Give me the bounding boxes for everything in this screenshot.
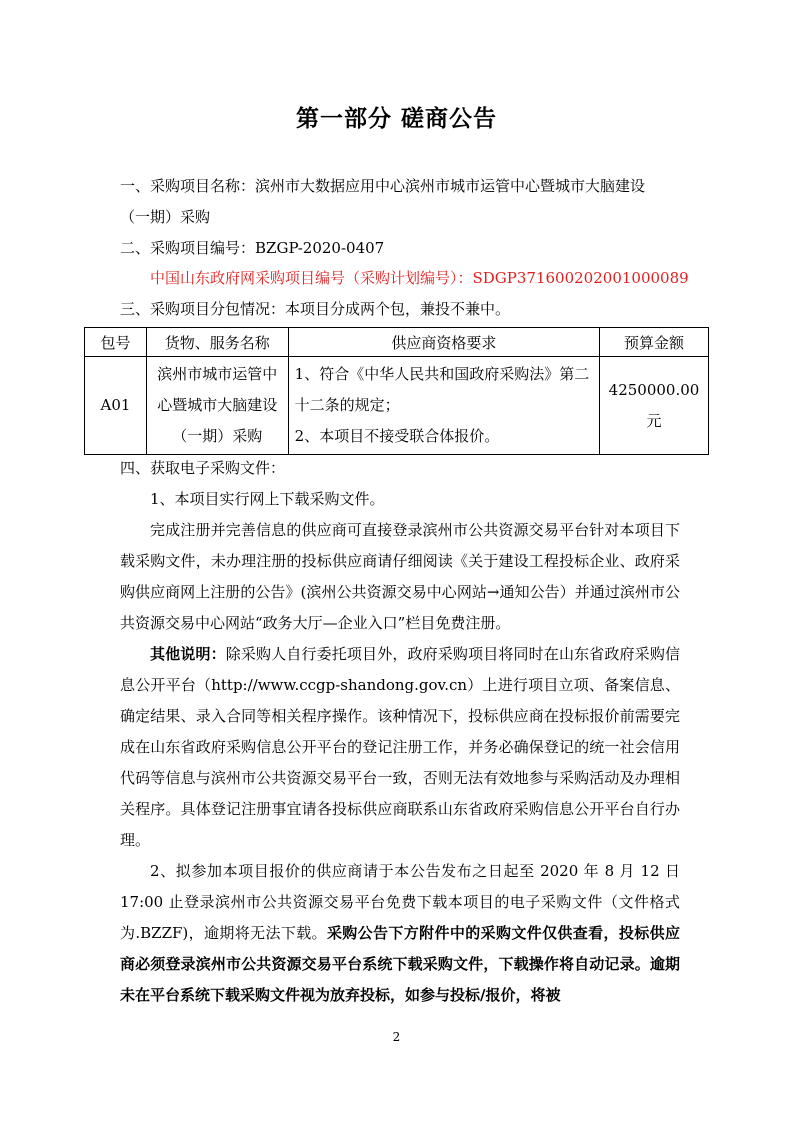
other-notes-text: 除采购人自行委托项目外，政府采购项目将同时在山东省政府采购信息公开平台（http://www.ccgp-shandong.gov.cn）上进行项目立项、备案信息、确定结果、录入合同等相关程序操作。该种情况下，投标供应商在投标报价前需要完成在山东省政府采购信息公开平台的登记注册工作，并务必确保登记的统一社会信用代码等信息与滨州市公共资源交易平台一致，否则无法有效地参与采购活动及办理相关程序。具体登记注册事宜请各投标供应商联系山东省政府采购信息公开平台自行办理。 [120, 645, 680, 849]
download-deadline-paragraph [120, 856, 680, 1011]
project-name-value: 滨州市大数据应用中心滨州市城市运管中心暨城市大脑建设 [255, 177, 646, 195]
project-name-continued: （一期）采购 [120, 208, 211, 226]
table-header-row [85, 328, 709, 357]
header-goods-name: 货物、服务名称 [146, 328, 288, 357]
project-code-label: 二、采购项目编号： [120, 239, 256, 257]
section-4-item-1: 1、本项目实行网上下载采购文件。 [150, 490, 385, 508]
download-deadline-text: 2、拟参加本项目报价的供应商请于本公告发布之日起至 2020 年 8 月 12 日 17:00 止登录滨州市公共资源交易平台免费下载本项目的电子采购文件（文件格式为.BZZF)，逾期将无法下载。 [120, 862, 680, 942]
cell-goods-name: 滨州市城市运管中心暨城市大脑建设（一期）采购 [146, 357, 288, 455]
other-notes-paragraph [120, 639, 680, 856]
project-code-line [120, 238, 384, 258]
table-row [85, 357, 709, 455]
gov-procurement-code: 中国山东政府网采购项目编号（采购计划编号）：SDGP371600202001000089 [150, 269, 689, 287]
download-warning-text: 采购公告下方附件中的采购文件仅供查看，投标供应商必须登录滨州市公共资源交易平台系统下载采购文件，下载操作将自动记录。逾期未在平台系统下载采购文件视为放弃投标，如参与投标/报价，将被 [120, 924, 680, 1004]
cell-budget: 4250000.00元 [600, 357, 709, 455]
page-number: 2 [392, 1030, 401, 1044]
header-budget: 预算金额 [600, 328, 709, 357]
project-name-line [120, 176, 645, 196]
project-name-label: 一、采购项目名称： [120, 177, 256, 195]
other-notes-label: 其他说明： [150, 645, 226, 663]
registration-paragraph: 完成注册并完善信息的供应商可直接登录滨州市公共资源交易平台针对本项目下载采购文件，未办理注册的投标供应商请仔细阅读《关于建设工程投标企业、政府采购供应商网上注册的公告》(滨州公共资源交易中心网站→通知公告）并通过滨州市公共资源交易中心网站“政务大厅—企业入口”栏目免费注册。 [120, 521, 680, 632]
requirement-2: 2、本项目不接受联合体报价。 [294, 427, 500, 445]
project-code-value: BZGP-2020-0407 [255, 239, 385, 257]
header-supplier-requirements: 供应商资格要求 [288, 328, 599, 357]
section-4-heading: 四、获取电子采购文件： [120, 459, 286, 477]
package-table [84, 327, 709, 455]
page-title: 第一部分 磋商公告 [295, 106, 497, 132]
requirement-1: 1、符合《中华人民共和国政府采购法》第二十二条的规定； [294, 365, 590, 414]
cell-package-number: A01 [85, 357, 147, 455]
header-package-number: 包号 [85, 328, 147, 357]
cell-supplier-requirements [288, 357, 599, 455]
package-info-line: 三、采购项目分包情况：本项目分成两个包，兼投不兼中。 [120, 300, 511, 318]
